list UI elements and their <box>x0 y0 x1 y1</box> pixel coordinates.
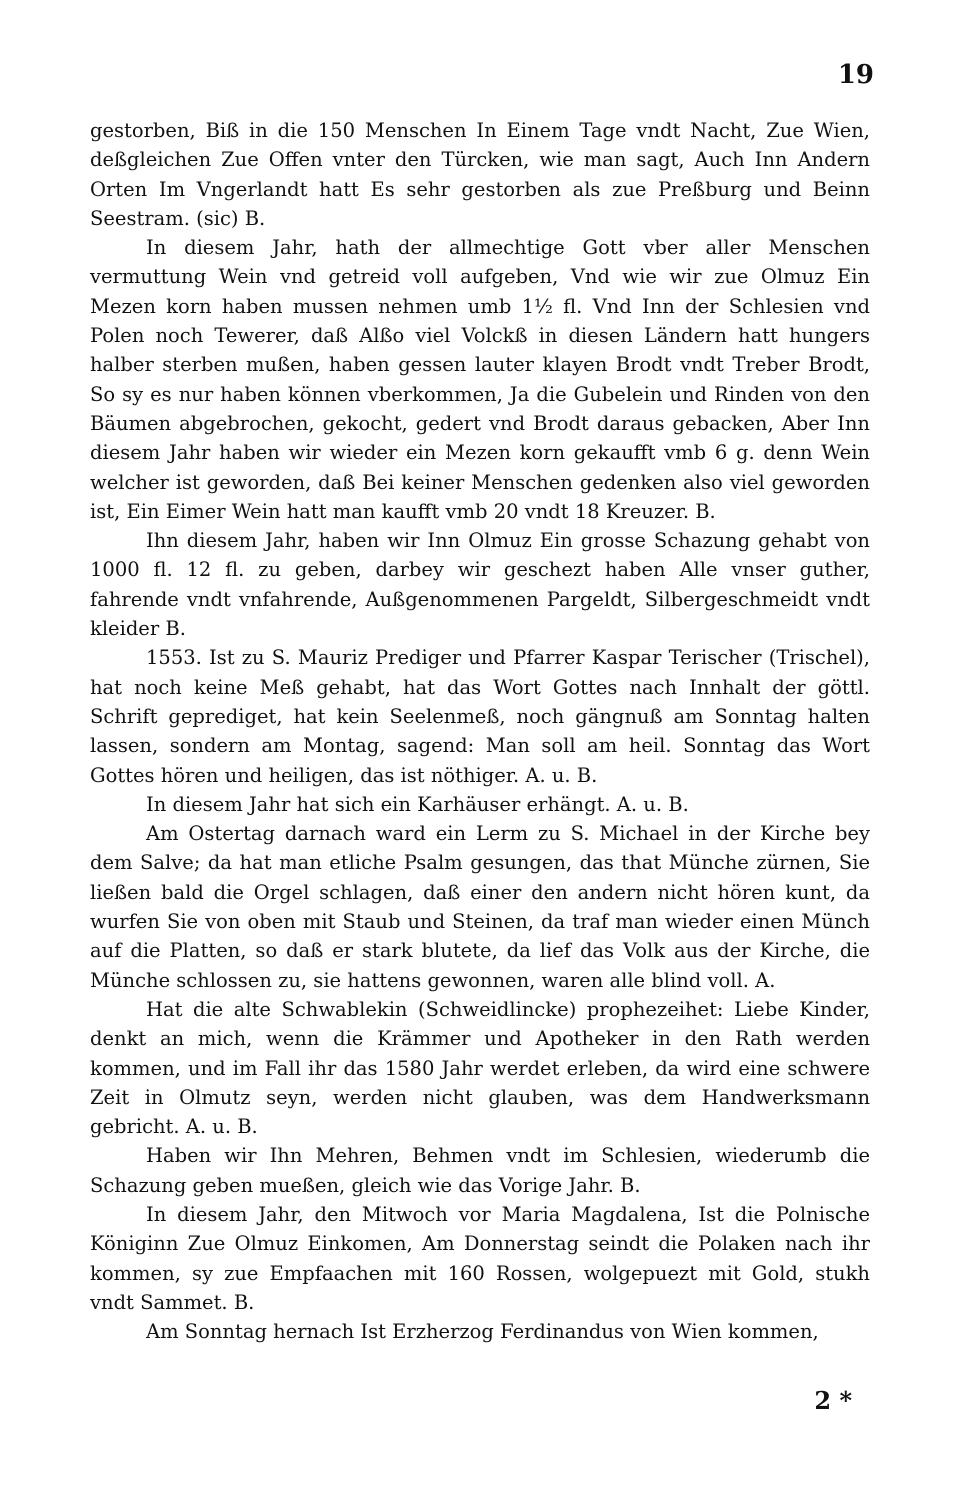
paragraph: Ihn diesem Jahr, haben wir Inn Olmuz Ein grosse Schazung gehabt von 1000 fl. 12 fl. zu geben, darbey wir geschezt haben Alle vnser guther, fahrende vndt vnfahrende, Außgenommenen Pargeldt, Silbergeschmeidt vndt kleider B. <box>90 529 870 641</box>
paragraph: In diesem Jahr, hath der allmechtige Gott vber aller Menschen vermuttung Wein vnd getreid voll aufgeben, Vnd wie wir zue Olmuz Ein Mezen korn haben mussen nehmen umb 1½ fl. Vnd Inn der Schlesien vnd Polen noch Tewerer, daß Alßo viel Volckß in diesen Ländern hatt hungers halber sterben mußen, haben gessen lauter klayen Brodt vndt Treber Brodt, So sy es nur haben können vberkommen, Ja die Gubelein und Rinden von den Bäumen abgebrochen, gekocht, gedert vnd Brodt daraus gebacken, Aber Inn diesem Jahr haben wir wieder ein Mezen korn gekaufft vmb 6 g. denn Wein welcher ist geworden, daß Bei keiner Menschen gedenken also viel geworden ist, Ein Eimer Wein hatt man kaufft vmb 20 vndt 18 Kreuzer. B. <box>90 236 870 523</box>
paragraph: 1553. Ist zu S. Mauriz Prediger und Pfarrer Kaspar Terischer (Trischel), hat noch keine Meß gehabt, hat das Wort Gottes nach Innhalt der göttl. Schrift geprediget, hat kein Seelenmeß, noch gängnuß am Sonntag halten lassen, sondern am Montag, sagend: Man soll am heil. Sonntag das Wort Gottes hören und heiligen, das ist nöthiger. A. u. B. <box>90 646 870 787</box>
paragraph: gestorben, Biß in die 150 Menschen In Einem Tage vndt Nacht, Zue Wien, deßgleichen Zue Offen vnter den Türcken, wie man sagt, Auch Inn Andern Orten Im Vngerlandt hatt Es sehr gestorben als zue Preßburg und Beinn Seestram. (sic) B. <box>90 119 870 230</box>
paragraph: Am Ostertag darnach ward ein Lerm zu S. Michael in der Kirche bey dem Salve; da hat man etliche Psalm gesungen, das that Münche zürnen, Sie ließen bald die Orgel schlagen, daß einer den andern nicht hören kunt, da wurfen Sie von oben mit Staub und Steinen, da traf man wieder einen Münch auf die Platten, so daß er stark blutete, da lief das Volk aus der Kirche, die Münche schlossen zu, sie hattens gewonnen, waren alle blind voll. A. <box>90 822 870 992</box>
signature-mark: 2 * <box>814 1386 852 1415</box>
paragraph: In diesem Jahr, den Mitwoch vor Maria Magdalena, Ist die Polnische Königinn Zue Olmuz Einkomen, Am Donnerstag seindt die Polaken nach ihr kommen, sy zue Empfaachen mit 160 Rossen, wolgepuezt mit Gold, stukh vndt Sammet. B. <box>90 1202 870 1314</box>
paragraph: Haben wir Ihn Mehren, Behmen vndt im Schlesien, wiederumb die Schazung geben mueßen, gleich wie das Vorige Jahr. B. <box>90 1144 870 1197</box>
page-body <box>90 116 870 1346</box>
paragraph: Hat die alte Schwablekin (Schweidlincke) prophezeihet: Liebe Kinder, denkt an mich, wenn die Krämmer und Apotheker in den Rath werden kommen, und im Fall ihr das 1580 Jahr werdet erleben, da wird eine schwere Zeit in Olmutz seyn, werden nicht glauben, was dem Handwerksmann gebricht. A. u. B. <box>90 997 870 1139</box>
page-number: 19 <box>837 60 874 90</box>
paragraph: Am Sonntag hernach Ist Erzherzog Ferdinandus von Wien kommen, <box>146 1320 819 1344</box>
paragraph: In diesem Jahr hat sich ein Karhäuser erhängt. A. u. B. <box>146 792 689 816</box>
